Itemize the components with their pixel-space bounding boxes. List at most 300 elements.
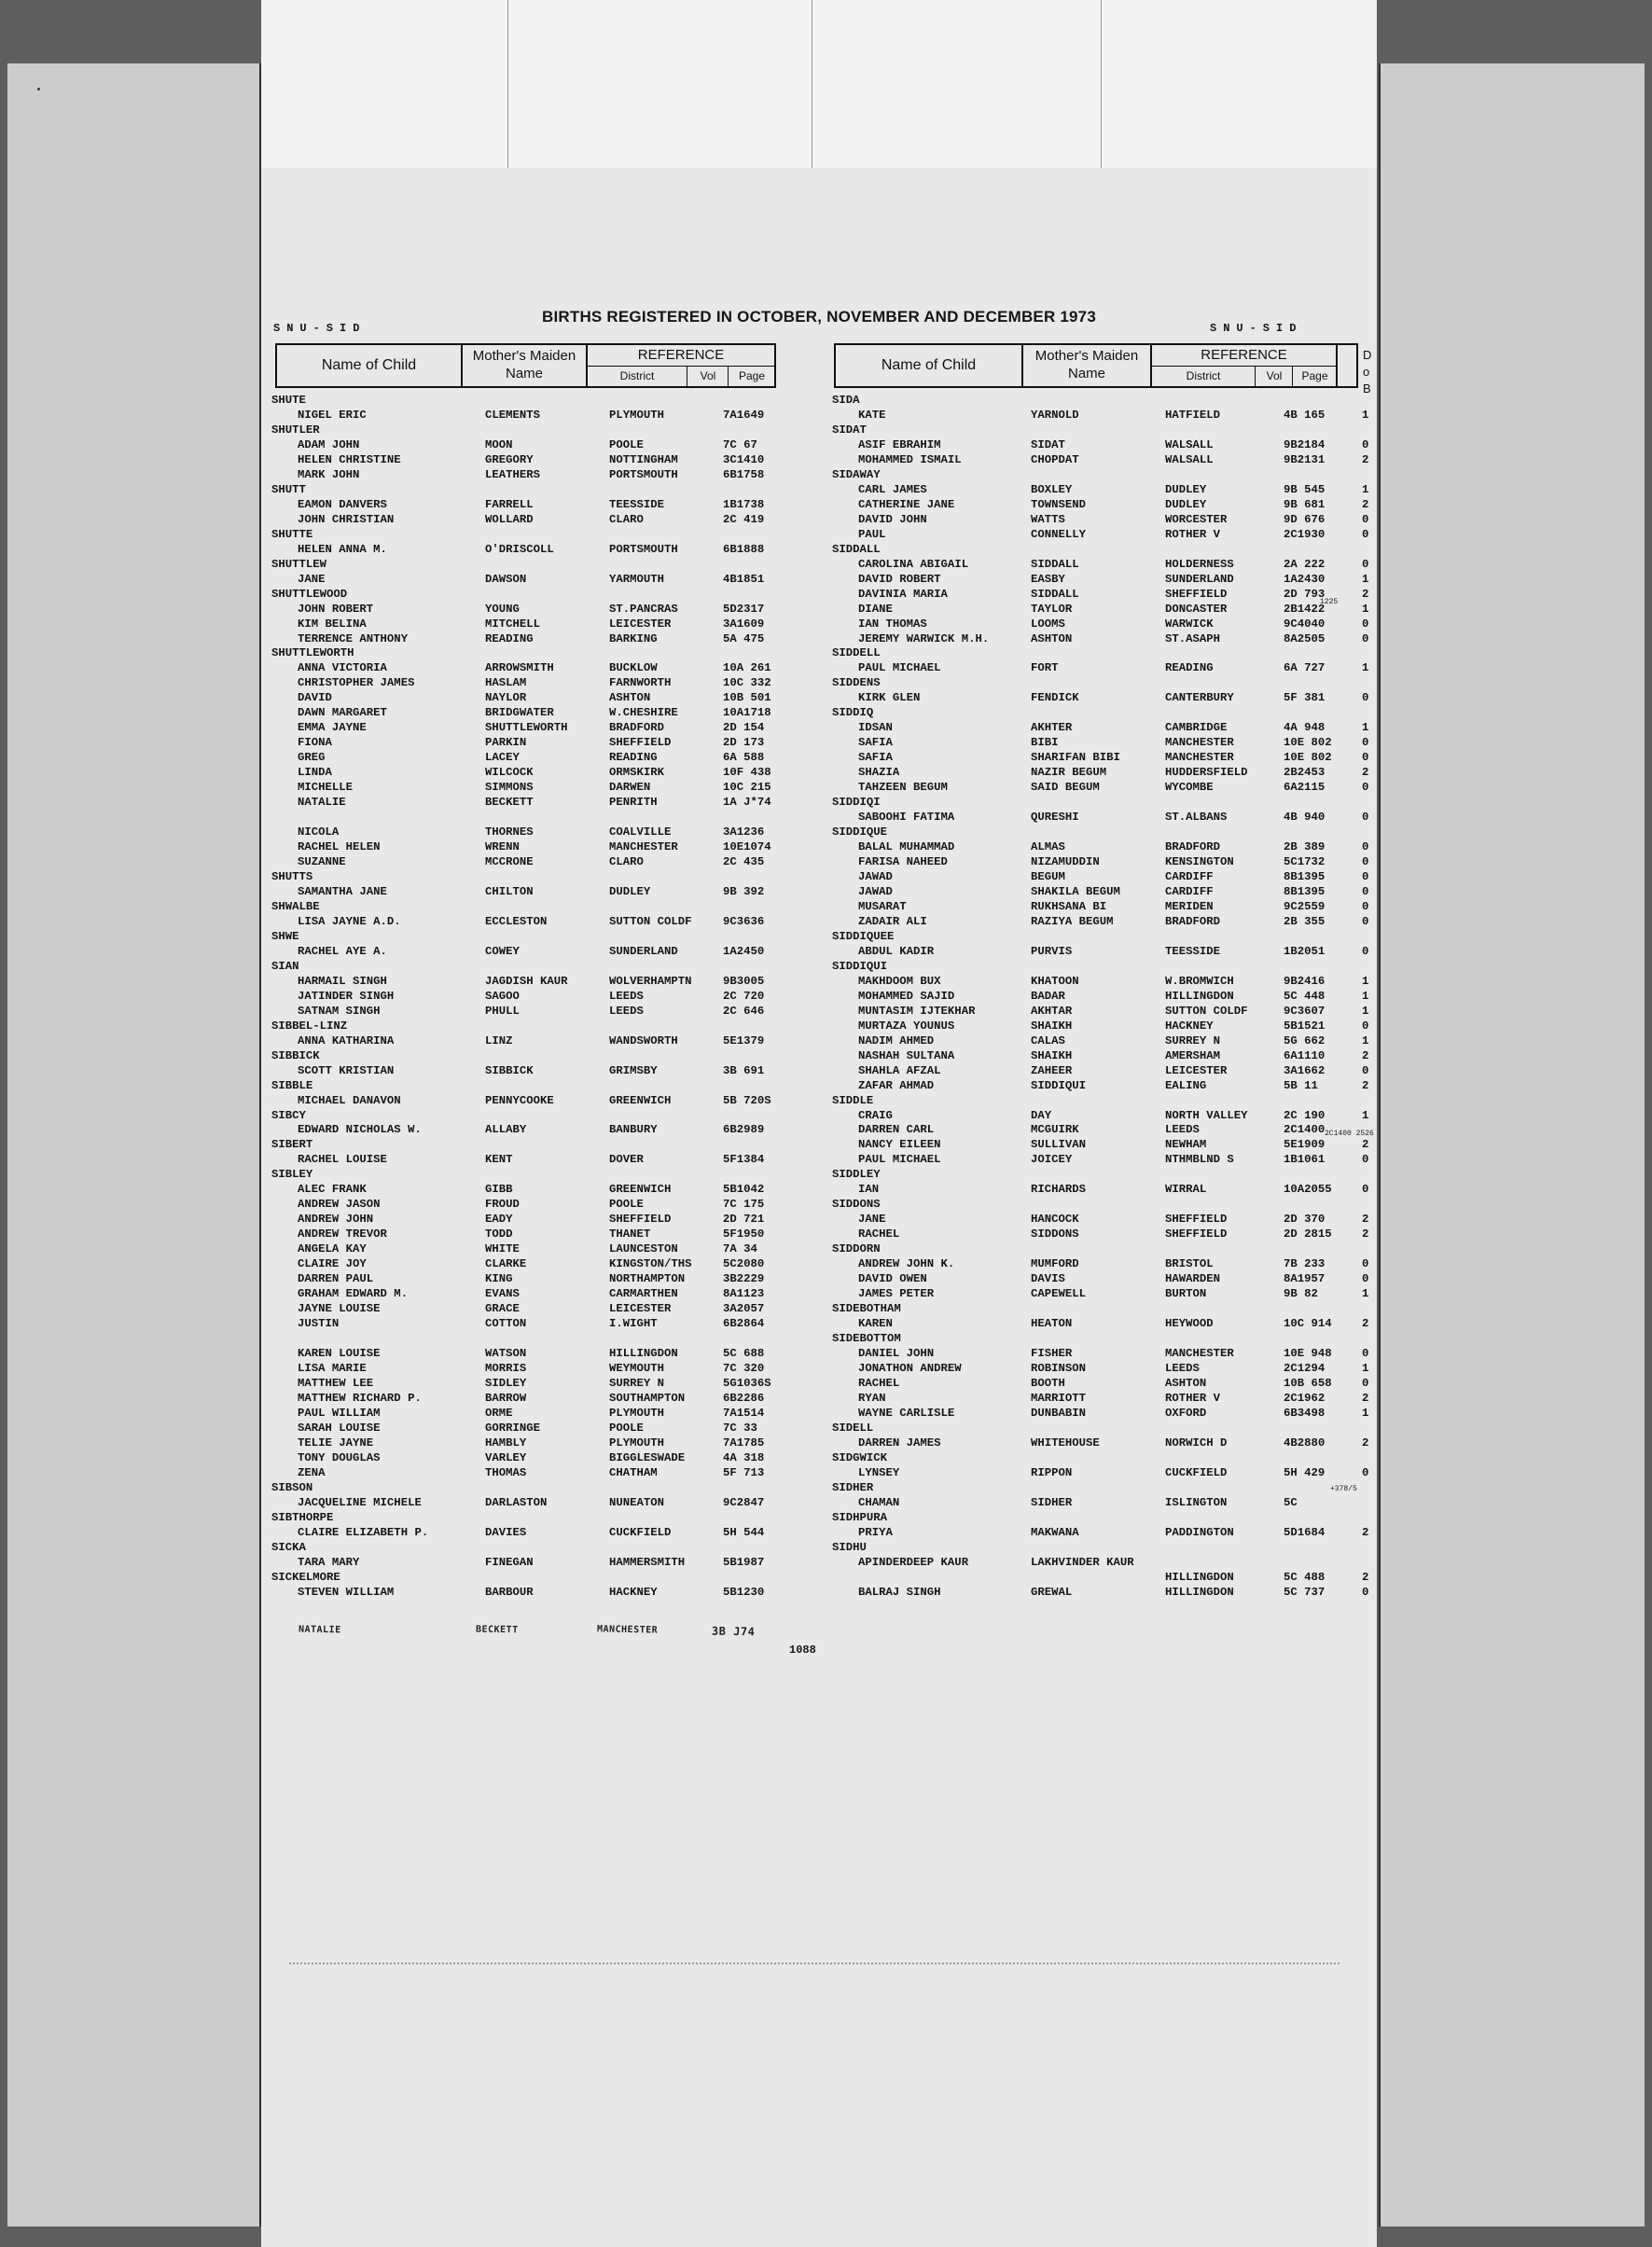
surname: SIBLEY <box>271 1168 313 1182</box>
reference: 10E1074 <box>723 840 771 854</box>
district: LEICESTER <box>609 1302 672 1316</box>
reference: 5B 720S <box>723 1093 771 1107</box>
reference: 3A2057 <box>723 1302 765 1316</box>
reference: 8A1123 <box>723 1287 765 1301</box>
reference: 5A 475 <box>723 631 765 645</box>
district: SHEFFIELD <box>1165 1228 1228 1241</box>
district: BRADFORD <box>609 721 665 735</box>
table-row <box>832 1182 1373 1197</box>
header-name: Name <box>505 366 543 381</box>
table-row <box>832 720 1373 735</box>
table-row <box>271 1391 780 1406</box>
table-row <box>832 572 1373 587</box>
next-column-digit: 2 <box>1362 1228 1369 1241</box>
mothers-maiden-name: O'DRISCOLL <box>485 542 554 556</box>
child-name: DAVID <box>298 691 332 705</box>
reference: 2B 389 <box>1284 840 1326 854</box>
mothers-maiden-name: SHAIKH <box>1031 1048 1073 1062</box>
district: POOLE <box>609 437 644 451</box>
reference: 8B1395 <box>1284 870 1326 883</box>
surname: SHUTTS <box>271 870 313 883</box>
reference: 2C 419 <box>723 512 765 526</box>
mothers-maiden-name: RIPPON <box>1031 1465 1073 1479</box>
reference: 8A2505 <box>1284 631 1326 645</box>
child-name: NADIM AHMED <box>858 1033 935 1047</box>
child-name: SHAHLA AFZAL <box>858 1063 941 1077</box>
mothers-maiden-name: ORME <box>485 1406 513 1420</box>
next-column-digit: 0 <box>1362 1585 1369 1599</box>
reference: 10A1718 <box>723 706 771 720</box>
mothers-maiden-name: FARRELL <box>485 497 534 511</box>
table-row <box>832 780 1373 795</box>
surname-heading-row <box>832 1093 1373 1108</box>
child-name: JANE <box>298 572 326 586</box>
child-name: KAREN LOUISE <box>298 1347 381 1360</box>
reference: 5C 448 <box>1284 989 1326 1003</box>
child-name: IAN <box>858 1183 880 1197</box>
table-row <box>832 452 1373 467</box>
next-column-digit: 2 <box>1362 497 1369 511</box>
mothers-maiden-name: LINZ <box>485 1033 513 1047</box>
reference: 2D 793 <box>1284 587 1326 601</box>
reference: 5H 429 <box>1284 1465 1326 1479</box>
district: LEEDS <box>1165 1361 1200 1375</box>
table-row <box>832 1316 1373 1331</box>
table-row <box>271 1271 780 1286</box>
district: LEICESTER <box>1165 1063 1228 1077</box>
child-name: MICHAEL DANAVON <box>298 1093 401 1107</box>
table-row <box>271 705 780 720</box>
reference: 10A 261 <box>723 661 771 675</box>
mothers-maiden-name: RUKHSANA BI <box>1031 899 1107 913</box>
mothers-maiden-name: ECCLESTON <box>485 914 548 928</box>
mothers-maiden-name: SIMMONS <box>485 781 534 795</box>
next-column-digit: 0 <box>1362 557 1369 571</box>
child-name: GRAHAM EDWARD M. <box>298 1287 409 1301</box>
surname-heading-row <box>271 959 780 974</box>
next-column-digit: 1 <box>1362 661 1369 675</box>
district: NUNEATON <box>609 1495 665 1509</box>
surname: SIDHU <box>832 1540 867 1554</box>
district: MANCHESTER <box>1165 1347 1234 1360</box>
margin-note: 1225 <box>1320 598 1339 606</box>
surname: SIDDORN <box>832 1242 881 1256</box>
child-name: LISA JAYNE A.D. <box>298 914 401 928</box>
district: MANCHESTER <box>609 840 678 854</box>
district: LEEDS <box>609 1004 644 1018</box>
reference: 9B 545 <box>1284 482 1326 496</box>
surname: SIBERT <box>271 1138 313 1152</box>
header-vol: Vol <box>1255 366 1293 386</box>
table-row <box>271 1212 780 1227</box>
mothers-maiden-name: GIBB <box>485 1183 513 1197</box>
next-column-digit: 1 <box>1362 1004 1369 1018</box>
child-name: BALRAJ SINGH <box>858 1585 941 1599</box>
reference: 5F1950 <box>723 1228 765 1241</box>
child-name: APINDERDEEP KAUR <box>858 1555 969 1569</box>
district: SHEFFIELD <box>1165 1213 1228 1227</box>
reference: 5B1521 <box>1284 1019 1326 1033</box>
reference: 5B1230 <box>723 1585 765 1599</box>
child-name: SABOOHI FATIMA <box>858 811 955 825</box>
reference: 7C 175 <box>723 1198 765 1212</box>
reference: 5D2317 <box>723 602 765 616</box>
table-header-left <box>275 343 776 388</box>
child-name: RYAN <box>858 1391 886 1405</box>
district: HEYWOOD <box>1165 1317 1214 1331</box>
district: W.BROMWICH <box>1165 974 1234 988</box>
surname-heading-row <box>832 1540 1373 1555</box>
reference: 10C 215 <box>723 781 771 795</box>
surname-heading-row <box>271 557 780 572</box>
reference: 2B2453 <box>1284 766 1326 780</box>
surname: SIDDIQUE <box>832 825 888 839</box>
reference: 5G1036S <box>723 1376 771 1390</box>
table-row <box>271 944 780 959</box>
surname-heading-row <box>832 825 1373 839</box>
child-name: SCOTT KRISTIAN <box>298 1063 395 1077</box>
district: PADDINGTON <box>1165 1525 1234 1539</box>
child-name: CHRISTOPHER JAMES <box>298 676 415 690</box>
child-name: GREG <box>298 751 326 765</box>
reference: 1B2051 <box>1284 944 1326 958</box>
table-row <box>271 660 780 675</box>
child-name: JOHN CHRISTIAN <box>298 512 395 526</box>
district: GRIMSBY <box>609 1063 658 1077</box>
mothers-maiden-name: HEATON <box>1031 1317 1073 1331</box>
mothers-maiden-name: PHULL <box>485 1004 520 1018</box>
next-column-digit: 1 <box>1362 1406 1369 1420</box>
mothers-maiden-name: DAWSON <box>485 572 527 586</box>
next-column-digit: 0 <box>1362 1257 1369 1271</box>
district: HAWARDEN <box>1165 1272 1221 1286</box>
mothers-maiden-name: READING <box>485 631 534 645</box>
child-name: PRIYA <box>858 1525 893 1539</box>
header-name-of-child: Name of Child <box>321 357 417 373</box>
mothers-maiden-name: PARKIN <box>485 736 527 750</box>
header-reference <box>1152 345 1338 386</box>
next-column-digit: 0 <box>1362 512 1369 526</box>
reference: 6B1758 <box>723 467 765 481</box>
child-name: HARMAIL SINGH <box>298 974 387 988</box>
child-name: JANE <box>858 1213 886 1227</box>
district: HILLINGDON <box>1165 1570 1234 1584</box>
table-row <box>271 989 780 1004</box>
table-row <box>271 765 780 780</box>
mothers-maiden-name: SIDDALL <box>1031 557 1079 571</box>
district: POOLE <box>609 1421 644 1435</box>
next-column-digit: 0 <box>1362 840 1369 854</box>
mothers-maiden-name: MORRIS <box>485 1361 527 1375</box>
mothers-maiden-name: BARROW <box>485 1391 527 1405</box>
child-name: DAVID OWEN <box>858 1272 927 1286</box>
district: NORTHAMPTON <box>609 1272 686 1286</box>
district: GREENWICH <box>609 1093 672 1107</box>
table-row <box>271 690 780 705</box>
table-row <box>832 1004 1373 1019</box>
district: LEEDS <box>609 989 644 1003</box>
child-name: PAUL <box>858 527 886 541</box>
mothers-maiden-name: WATSON <box>485 1347 527 1360</box>
mothers-maiden-name: WHITE <box>485 1242 520 1256</box>
surname-heading-row <box>832 675 1373 690</box>
next-column-digit: 0 <box>1362 691 1369 705</box>
district: ISLINGTON <box>1165 1495 1228 1509</box>
child-name: JUSTIN <box>298 1317 340 1331</box>
reference: 4A 948 <box>1284 721 1326 735</box>
table-row <box>271 1227 780 1241</box>
table-row <box>832 660 1373 675</box>
table-row <box>832 557 1373 572</box>
reference: 9B 681 <box>1284 497 1326 511</box>
next-column-digit: 0 <box>1362 1376 1369 1390</box>
surname: SHUTTLEW <box>271 557 327 571</box>
next-column-digit: 0 <box>1362 437 1369 451</box>
child-name: CATHERINE JANE <box>858 497 955 511</box>
child-name: SAFIA <box>858 736 893 750</box>
table-row <box>832 944 1373 959</box>
surname-heading-row <box>271 1167 780 1182</box>
mothers-maiden-name: GORRINGE <box>485 1421 541 1435</box>
table-row <box>832 1376 1373 1391</box>
child-name: ADAM JOHN <box>298 437 360 451</box>
next-column-digit: 2 <box>1362 1048 1369 1062</box>
child-name: PAUL WILLIAM <box>298 1406 381 1420</box>
child-name: ANNA VICTORIA <box>298 661 387 675</box>
mothers-maiden-name: THORNES <box>485 825 534 839</box>
child-name: IDSAN <box>858 721 893 735</box>
table-row <box>832 1525 1373 1540</box>
surname-heading-row <box>832 1510 1373 1525</box>
reference: 6A1110 <box>1284 1048 1326 1062</box>
reference: 4B 940 <box>1284 811 1326 825</box>
reference: 10E 802 <box>1284 751 1332 765</box>
table-row <box>271 1241 780 1256</box>
mothers-maiden-name: SAGOO <box>485 989 520 1003</box>
header-next-column-partial: D o B <box>1363 348 1372 395</box>
child-name: HELEN ANNA M. <box>298 542 387 556</box>
district: HACKNEY <box>609 1585 658 1599</box>
table-row <box>271 974 780 989</box>
district: ORMSKIRK <box>609 766 665 780</box>
reference: 6B2286 <box>723 1391 765 1405</box>
next-column-digit: 0 <box>1362 527 1369 541</box>
table-row <box>832 1346 1373 1361</box>
surname: SIBBEL-LINZ <box>271 1019 348 1033</box>
child-name: ASIF EBRAHIM <box>858 437 941 451</box>
district: WALSALL <box>1165 452 1214 466</box>
mothers-maiden-name: DUNBABIN <box>1031 1406 1087 1420</box>
child-name: ANDREW JOHN K. <box>858 1257 955 1271</box>
child-name: RACHEL HELEN <box>298 840 381 854</box>
mothers-maiden-name: CONNELLY <box>1031 527 1087 541</box>
child-name: MICHELLE <box>298 781 354 795</box>
reference: 2C1400 <box>1284 1123 1326 1137</box>
district: CAMBRIDGE <box>1165 721 1228 735</box>
district: WEYMOUTH <box>609 1361 665 1375</box>
table-row <box>271 839 780 854</box>
child-name: TAHZEEN BEGUM <box>858 781 948 795</box>
mothers-maiden-name: CAPEWELL <box>1031 1287 1087 1301</box>
table-row <box>271 572 780 587</box>
reference: 5C 737 <box>1284 1585 1326 1599</box>
surname: SIAN <box>271 959 299 973</box>
mothers-maiden-name: NAZIR BEGUM <box>1031 766 1107 780</box>
next-column-digit: 0 <box>1362 1183 1369 1197</box>
reference: 9C3636 <box>723 914 765 928</box>
child-name: ANDREW JOHN <box>298 1213 374 1227</box>
next-column-digit: 2 <box>1362 1138 1369 1152</box>
surname-heading-row <box>271 645 780 660</box>
child-name: JAWAD <box>858 884 893 898</box>
reference: 5F 713 <box>723 1465 765 1479</box>
child-name: MUNTASIM IJTEKHAR <box>858 1004 976 1018</box>
mothers-maiden-name: LACEY <box>485 751 520 765</box>
next-column-digit: 1 <box>1362 482 1369 496</box>
table-row <box>271 1421 780 1436</box>
mothers-maiden-name: WATTS <box>1031 512 1065 526</box>
surname: SIDAWAY <box>832 467 881 481</box>
child-name: KAREN <box>858 1317 893 1331</box>
surname: SIDGWICK <box>832 1450 888 1464</box>
surname-heading-row <box>832 705 1373 720</box>
child-name: ABDUL KADIR <box>858 944 935 958</box>
child-name: MATTHEW RICHARD P. <box>298 1391 422 1405</box>
next-column-digit: 1 <box>1362 1287 1369 1301</box>
reference: 2C1930 <box>1284 527 1326 541</box>
child-name: ANDREW TREVOR <box>298 1228 387 1241</box>
mothers-maiden-name: FORT <box>1031 661 1059 675</box>
column-divider-stub <box>507 0 508 168</box>
table-row <box>271 617 780 631</box>
child-name: ZADAIR ALI <box>858 914 927 928</box>
child-name: RACHEL <box>858 1376 900 1390</box>
surname: SIDEBOTHAM <box>832 1302 901 1316</box>
table-row <box>832 1033 1373 1048</box>
reference: 9B3005 <box>723 974 765 988</box>
child-name: LINDA <box>298 766 332 780</box>
mothers-maiden-name: CALAS <box>1031 1033 1065 1047</box>
reference: 3B 691 <box>723 1063 765 1077</box>
mothers-maiden-name: GREGORY <box>485 452 534 466</box>
reference: 9B2131 <box>1284 452 1326 466</box>
surname: SIDDIQUI <box>832 959 888 973</box>
surname-heading-row <box>271 1078 780 1093</box>
mothers-maiden-name: THOMAS <box>485 1465 527 1479</box>
district: SUNDERLAND <box>1165 572 1234 586</box>
table-row <box>271 1465 780 1480</box>
reference: 2D 173 <box>723 736 765 750</box>
next-column-digit: 2 <box>1362 1317 1369 1331</box>
child-name: SATNAM SINGH <box>298 1004 381 1018</box>
mothers-maiden-name: FISHER <box>1031 1347 1073 1360</box>
table-row <box>271 467 780 482</box>
mothers-maiden-name: YOUNG <box>485 602 520 616</box>
surname: SIDDONS <box>832 1198 881 1212</box>
register-column-right <box>832 393 1373 1599</box>
surname-heading-row <box>271 1570 780 1585</box>
reference: 9C2559 <box>1284 899 1326 913</box>
district: PORTSMOUTH <box>609 467 678 481</box>
mothers-maiden-name: ARROWSMITH <box>485 661 554 675</box>
district: SHEFFIELD <box>609 1213 672 1227</box>
reference: 10B 501 <box>723 691 771 705</box>
next-column-digit: 0 <box>1362 1019 1369 1033</box>
surname-heading-row <box>832 1331 1373 1346</box>
mothers-maiden-name: TOWNSEND <box>1031 497 1087 511</box>
handwritten-maiden-name: BECKETT <box>475 1624 519 1636</box>
table-row <box>271 884 780 899</box>
district: MERIDEN <box>1165 899 1214 913</box>
register-page <box>261 0 1377 2247</box>
next-column-digit: 2 <box>1362 1391 1369 1405</box>
child-name: MUSARAT <box>858 899 907 913</box>
district: BANBURY <box>609 1123 658 1137</box>
district: PLYMOUTH <box>609 408 665 422</box>
mothers-maiden-name: BADAR <box>1031 989 1065 1003</box>
child-name: SUZANNE <box>298 855 346 869</box>
child-name: MOHAMMED ISMAIL <box>858 452 962 466</box>
reference: 5B1987 <box>723 1555 765 1569</box>
page-title: BIRTHS REGISTERED IN OCTOBER, NOVEMBER AND DECEMBER 1973 <box>541 308 1096 326</box>
margin-note: +378/5 <box>1330 1485 1357 1493</box>
reference: 4B 165 <box>1284 408 1326 422</box>
child-name: BALAL MUHAMMAD <box>858 840 955 854</box>
district: WOLVERHAMPTN <box>609 974 692 988</box>
next-column-digit: 1 <box>1362 989 1369 1003</box>
surname-heading-row <box>832 1301 1373 1316</box>
reference: 7A1649 <box>723 408 765 422</box>
mothers-maiden-name: WHITEHOUSE <box>1031 1436 1100 1449</box>
table-row <box>271 512 780 527</box>
table-row <box>832 1227 1373 1241</box>
district: AMERSHAM <box>1165 1048 1221 1062</box>
table-row <box>271 1406 780 1421</box>
reference: 9C4040 <box>1284 617 1326 631</box>
mothers-maiden-name: WILCOCK <box>485 766 534 780</box>
district: BARKING <box>609 631 658 645</box>
child-name: NICOLA <box>298 825 340 839</box>
table-row <box>832 914 1373 929</box>
child-name: JAWAD <box>858 870 893 883</box>
child-name: DARREN PAUL <box>298 1272 374 1286</box>
reference: 9B2184 <box>1284 437 1326 451</box>
table-row <box>832 527 1373 542</box>
district: SOUTHAMPTON <box>609 1391 686 1405</box>
table-row <box>832 735 1373 750</box>
surname: SHWALBE <box>271 899 320 913</box>
reference: 10A2055 <box>1284 1183 1332 1197</box>
mothers-maiden-name: BEGUM <box>1031 870 1065 883</box>
table-row <box>832 1361 1373 1376</box>
next-column-digit: 1 <box>1362 1108 1369 1122</box>
child-name: DAVID JOHN <box>858 512 927 526</box>
child-name: MATTHEW LEE <box>298 1376 374 1390</box>
next-column-digit: 0 <box>1362 899 1369 913</box>
mothers-maiden-name: WOLLARD <box>485 512 534 526</box>
child-name: ZENA <box>298 1465 326 1479</box>
table-row <box>832 1286 1373 1301</box>
table-row <box>832 869 1373 884</box>
reference: 7B 233 <box>1284 1257 1326 1271</box>
mothers-maiden-name: SIDDONS <box>1031 1228 1079 1241</box>
child-name: RACHEL <box>858 1228 900 1241</box>
table-row <box>271 1495 780 1510</box>
table-row <box>832 482 1373 497</box>
child-name: ANGELA KAY <box>298 1242 367 1256</box>
surname: SIBBICK <box>271 1048 320 1062</box>
district: CLARO <box>609 855 644 869</box>
